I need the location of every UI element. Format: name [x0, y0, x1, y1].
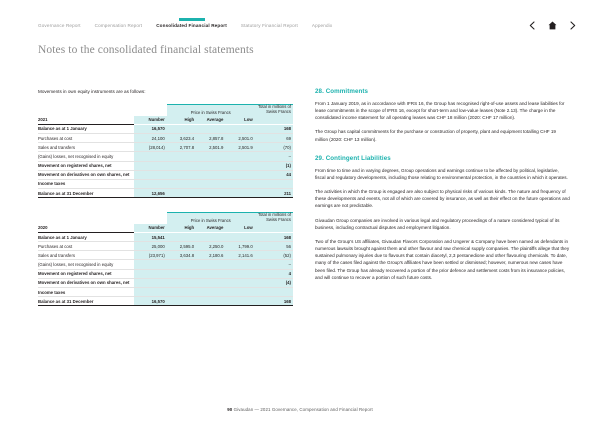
row-total: 168: [255, 232, 293, 241]
row-average: [196, 278, 225, 287]
row-average: 2,857.8: [196, 133, 225, 142]
table-row: [38, 278, 293, 287]
row-high: [167, 179, 196, 188]
row-low: [225, 269, 254, 278]
table-row-total: [38, 189, 293, 198]
row-number: [134, 269, 167, 278]
row-number: [134, 288, 167, 297]
row-total: 44: [255, 170, 293, 179]
nav-item-consolidated-financial-report[interactable]: [156, 18, 227, 29]
row-high: [167, 288, 196, 297]
row-number: 25,000: [134, 242, 167, 251]
row-number: [134, 179, 167, 188]
row-total: (70): [255, 143, 293, 152]
row-high: [167, 189, 196, 198]
commitments-paragraph-2: The Group has capital commitments for the purchase or construction of property, plant and equipment totalling CHF 19 million (2020: CHF 13 million).: [315, 129, 556, 142]
nav-item-label: Appendix: [311, 23, 333, 28]
row-number: [134, 161, 167, 170]
table-row: [38, 288, 293, 297]
column-header-high: High: [167, 116, 196, 125]
row-number: (28,014): [134, 143, 167, 152]
nav-item-label: Consolidated Financial Report: [156, 23, 227, 28]
page-title: Notes to the consolidated financial statements: [38, 44, 254, 56]
row-low: [225, 232, 254, 241]
row-number: 24,100: [134, 133, 167, 142]
left-column: [38, 88, 293, 306]
row-high: 3,634.8: [167, 251, 196, 260]
equity-movements-table-2021: [38, 104, 293, 198]
row-label: Sales and transfers: [38, 251, 134, 260]
group-header-price: Price in Swiss Francs: [167, 105, 255, 116]
contingent-paragraph-4: Two of the Group's US affiliates, Givaudan Flavors Corporation and Ungerer & Company have been named as defendants in numerous lawsuits brought against them and other flavour and raw chemical supply companies. The plaintiffs allege that they sustained pulmonary injuries due to flavours that contain diacetyl, 2,3 pentanedione and other flavouring chemicals. To date, many of the cases filed against the Group's affiliates have been settled or dismissed; however, numerous new cases have been filed. The Group has already recovered a portion of the prior defence and settlement costs from its insurance policies, and will continue to recover a portion of such future costs.: [315, 238, 570, 280]
table-spacer: [38, 198, 293, 212]
row-high: [167, 297, 196, 306]
table-row: [38, 260, 293, 269]
row-label: (Gains) losses, net recognised in equity: [38, 152, 134, 161]
row-label: Purchases at cost: [38, 242, 134, 251]
equity-movements-table-2020: [38, 212, 293, 306]
row-total: 211: [255, 189, 293, 198]
row-low: [225, 152, 254, 161]
footer-page-number: 90: [227, 407, 233, 412]
contingent-paragraph-1: From time to time and in varying degrees, Group operations and earnings continue to be affected by political, legislative, fiscal and regulatory developments, including those relating to environmental protection, in the countries in which it operates.: [315, 167, 568, 180]
row-total: 4: [255, 269, 293, 278]
row-total: –: [255, 260, 293, 269]
row-high: [167, 260, 196, 269]
row-label: Movement on derivatives on own shares, net: [38, 170, 134, 179]
row-label: Movement on registered shares, net: [38, 269, 134, 278]
row-average: 2,250.0: [196, 242, 225, 251]
table-row: [38, 251, 293, 260]
row-average: [196, 179, 225, 188]
chevron-right-icon[interactable]: [570, 21, 576, 30]
row-number: 16,570: [134, 124, 167, 133]
nav-item-compensation-report[interactable]: [95, 18, 143, 29]
row-low: [225, 161, 254, 170]
row-average: [196, 152, 225, 161]
row-average: [196, 288, 225, 297]
row-high: 3,623.4: [167, 133, 196, 142]
table-column-header-row: [38, 224, 293, 233]
nav-item-label: Compensation Report: [94, 23, 143, 28]
row-number: [134, 152, 167, 161]
row-low: [225, 170, 254, 179]
page-footer: [0, 407, 600, 412]
table-row: [38, 170, 293, 179]
column-header-average: Average: [196, 116, 225, 125]
section-heading-commitments: 28. Commitments: [315, 88, 369, 95]
row-low: [225, 288, 254, 297]
row-number: [134, 260, 167, 269]
row-average: [196, 260, 225, 269]
column-header-year: 2020: [38, 224, 134, 233]
group-header-price: Price in Swiss Francs: [167, 213, 255, 224]
row-label: Sales and transfers: [38, 143, 134, 152]
right-column: [315, 88, 570, 306]
group-header-total: Total in millions of Swiss Francs: [255, 105, 293, 116]
column-header-low: Low: [225, 224, 254, 233]
row-label: Income taxes: [38, 179, 134, 188]
row-label: Income taxes: [38, 288, 134, 297]
row-high: [167, 161, 196, 170]
row-low: 2,141.6: [225, 251, 254, 260]
row-high: [167, 152, 196, 161]
table-row: [38, 152, 293, 161]
row-total: 168: [255, 297, 293, 306]
table-row: [38, 269, 293, 278]
row-number: [134, 170, 167, 179]
column-header-total: [255, 116, 293, 125]
row-label: Balance as at 31 December: [38, 297, 134, 306]
row-high: [167, 124, 196, 133]
row-total: [255, 288, 293, 297]
row-low: [225, 260, 254, 269]
row-total: (1): [255, 161, 293, 170]
row-label: Balance as at 1 January: [38, 232, 134, 241]
row-average: [196, 170, 225, 179]
row-low: 2,501.9: [225, 143, 254, 152]
table-group-header-row: [38, 213, 293, 224]
intro-text: Movements in own equity instruments are as follows:: [38, 89, 146, 94]
row-label: Purchases at cost: [38, 133, 134, 142]
row-label: Balance as at 31 December: [38, 189, 134, 198]
row-high: [167, 269, 196, 278]
column-header-total: [255, 224, 293, 233]
row-label: Movement on derivatives on own shares, net: [38, 278, 134, 287]
row-low: [225, 189, 254, 198]
row-low: 2,501.0: [225, 133, 254, 142]
row-label: Balance as at 1 January: [38, 124, 134, 133]
table-group-header-row: [38, 105, 293, 116]
top-navigation: [38, 18, 576, 34]
row-total: –: [255, 152, 293, 161]
row-low: [225, 297, 254, 306]
column-header-high: High: [167, 224, 196, 233]
table-row-total: [38, 297, 293, 306]
section-heading-contingent-liabilities: 29. Contingent Liabilities: [315, 154, 391, 162]
row-low: 1,799.0: [225, 242, 254, 251]
table-column-header-row: [38, 116, 293, 125]
row-high: 2,595.0: [167, 242, 196, 251]
row-total: [255, 179, 293, 188]
column-header-number: Number: [134, 224, 167, 233]
table-row: [38, 133, 293, 142]
table-row: [38, 124, 293, 133]
table-row: [38, 179, 293, 188]
row-average: 2,501.9: [196, 143, 225, 152]
row-average: [196, 189, 225, 198]
row-number: 12,656: [134, 189, 167, 198]
contingent-paragraph-2: The activities in which the Group is engaged are also subject to physical risks of various kinds. The nature and frequency of these developments and events, not all of which are covered by insurance, as well as their effect on the future operations and earnings are not predictable.: [315, 189, 570, 209]
row-total: (52): [255, 251, 293, 260]
table-row: [38, 143, 293, 152]
row-total: (4): [255, 278, 293, 287]
column-header-average: Average: [196, 224, 225, 233]
row-number: 15,541: [134, 232, 167, 241]
column-header-number: Number: [134, 116, 167, 125]
row-total: 168: [255, 124, 293, 133]
nav-item-governance-report[interactable]: [38, 18, 81, 29]
nav-item-label: Statutory Financial Report: [240, 23, 298, 28]
row-total: 56: [255, 242, 293, 251]
row-number: [134, 278, 167, 287]
row-average: [196, 232, 225, 241]
chevron-left-icon[interactable]: [529, 21, 535, 30]
row-low: [225, 124, 254, 133]
group-header-spacer: [38, 105, 134, 116]
nav-item-appendix[interactable]: [312, 18, 332, 29]
home-icon[interactable]: [548, 21, 557, 30]
group-header-spacer: [134, 105, 167, 116]
row-average: 2,180.6: [196, 251, 225, 260]
group-header-total: Total in millions of Swiss Francs: [255, 213, 293, 224]
row-total: 69: [255, 133, 293, 142]
column-header-low: Low: [225, 116, 254, 125]
column-header-year: 2021: [38, 116, 134, 125]
contingent-paragraph-3: Givaudan Group companies are involved in various legal and regulatory proceedings of a nature considered typical of its business, including contractual disputes and employment litigation.: [315, 217, 560, 230]
row-low: [225, 179, 254, 188]
row-number: 16,570: [134, 297, 167, 306]
content-columns: [38, 88, 570, 306]
row-average: [196, 124, 225, 133]
nav-item-statutory-financial-report[interactable]: [241, 18, 298, 29]
footer-text: Givaudan — 2021 Governance, Compensation and Financial Report: [233, 407, 373, 412]
row-high: [167, 232, 196, 241]
nav-item-list: [38, 18, 332, 29]
row-average: [196, 269, 225, 278]
group-header-spacer: [134, 213, 167, 224]
nav-icon-group: [529, 18, 576, 30]
group-header-spacer: [38, 213, 134, 224]
row-low: [225, 278, 254, 287]
row-average: [196, 161, 225, 170]
nav-item-label: Governance Report: [38, 23, 81, 28]
row-number: (23,971): [134, 251, 167, 260]
table-row: [38, 232, 293, 241]
commitments-paragraph-1: From 1 January 2019, as in accordance with IFRS 16, the Group has recognised right-of-use assets and lease liabilities for lease commitments in the scope of IFRS 16, except for short-term and low-value leases (Note 2.13). The charge in the consolidated income statement for all operating leases was CHF 18 million (2020: CHF 17 million).: [315, 101, 565, 121]
table-row: [38, 242, 293, 251]
row-high: [167, 170, 196, 179]
row-high: [167, 278, 196, 287]
row-label: Movement on registered shares, net: [38, 161, 134, 170]
row-average: [196, 297, 225, 306]
row-label: (Gains) losses, net recognised in equity: [38, 260, 134, 269]
table-row: [38, 161, 293, 170]
row-high: 2,707.8: [167, 143, 196, 152]
